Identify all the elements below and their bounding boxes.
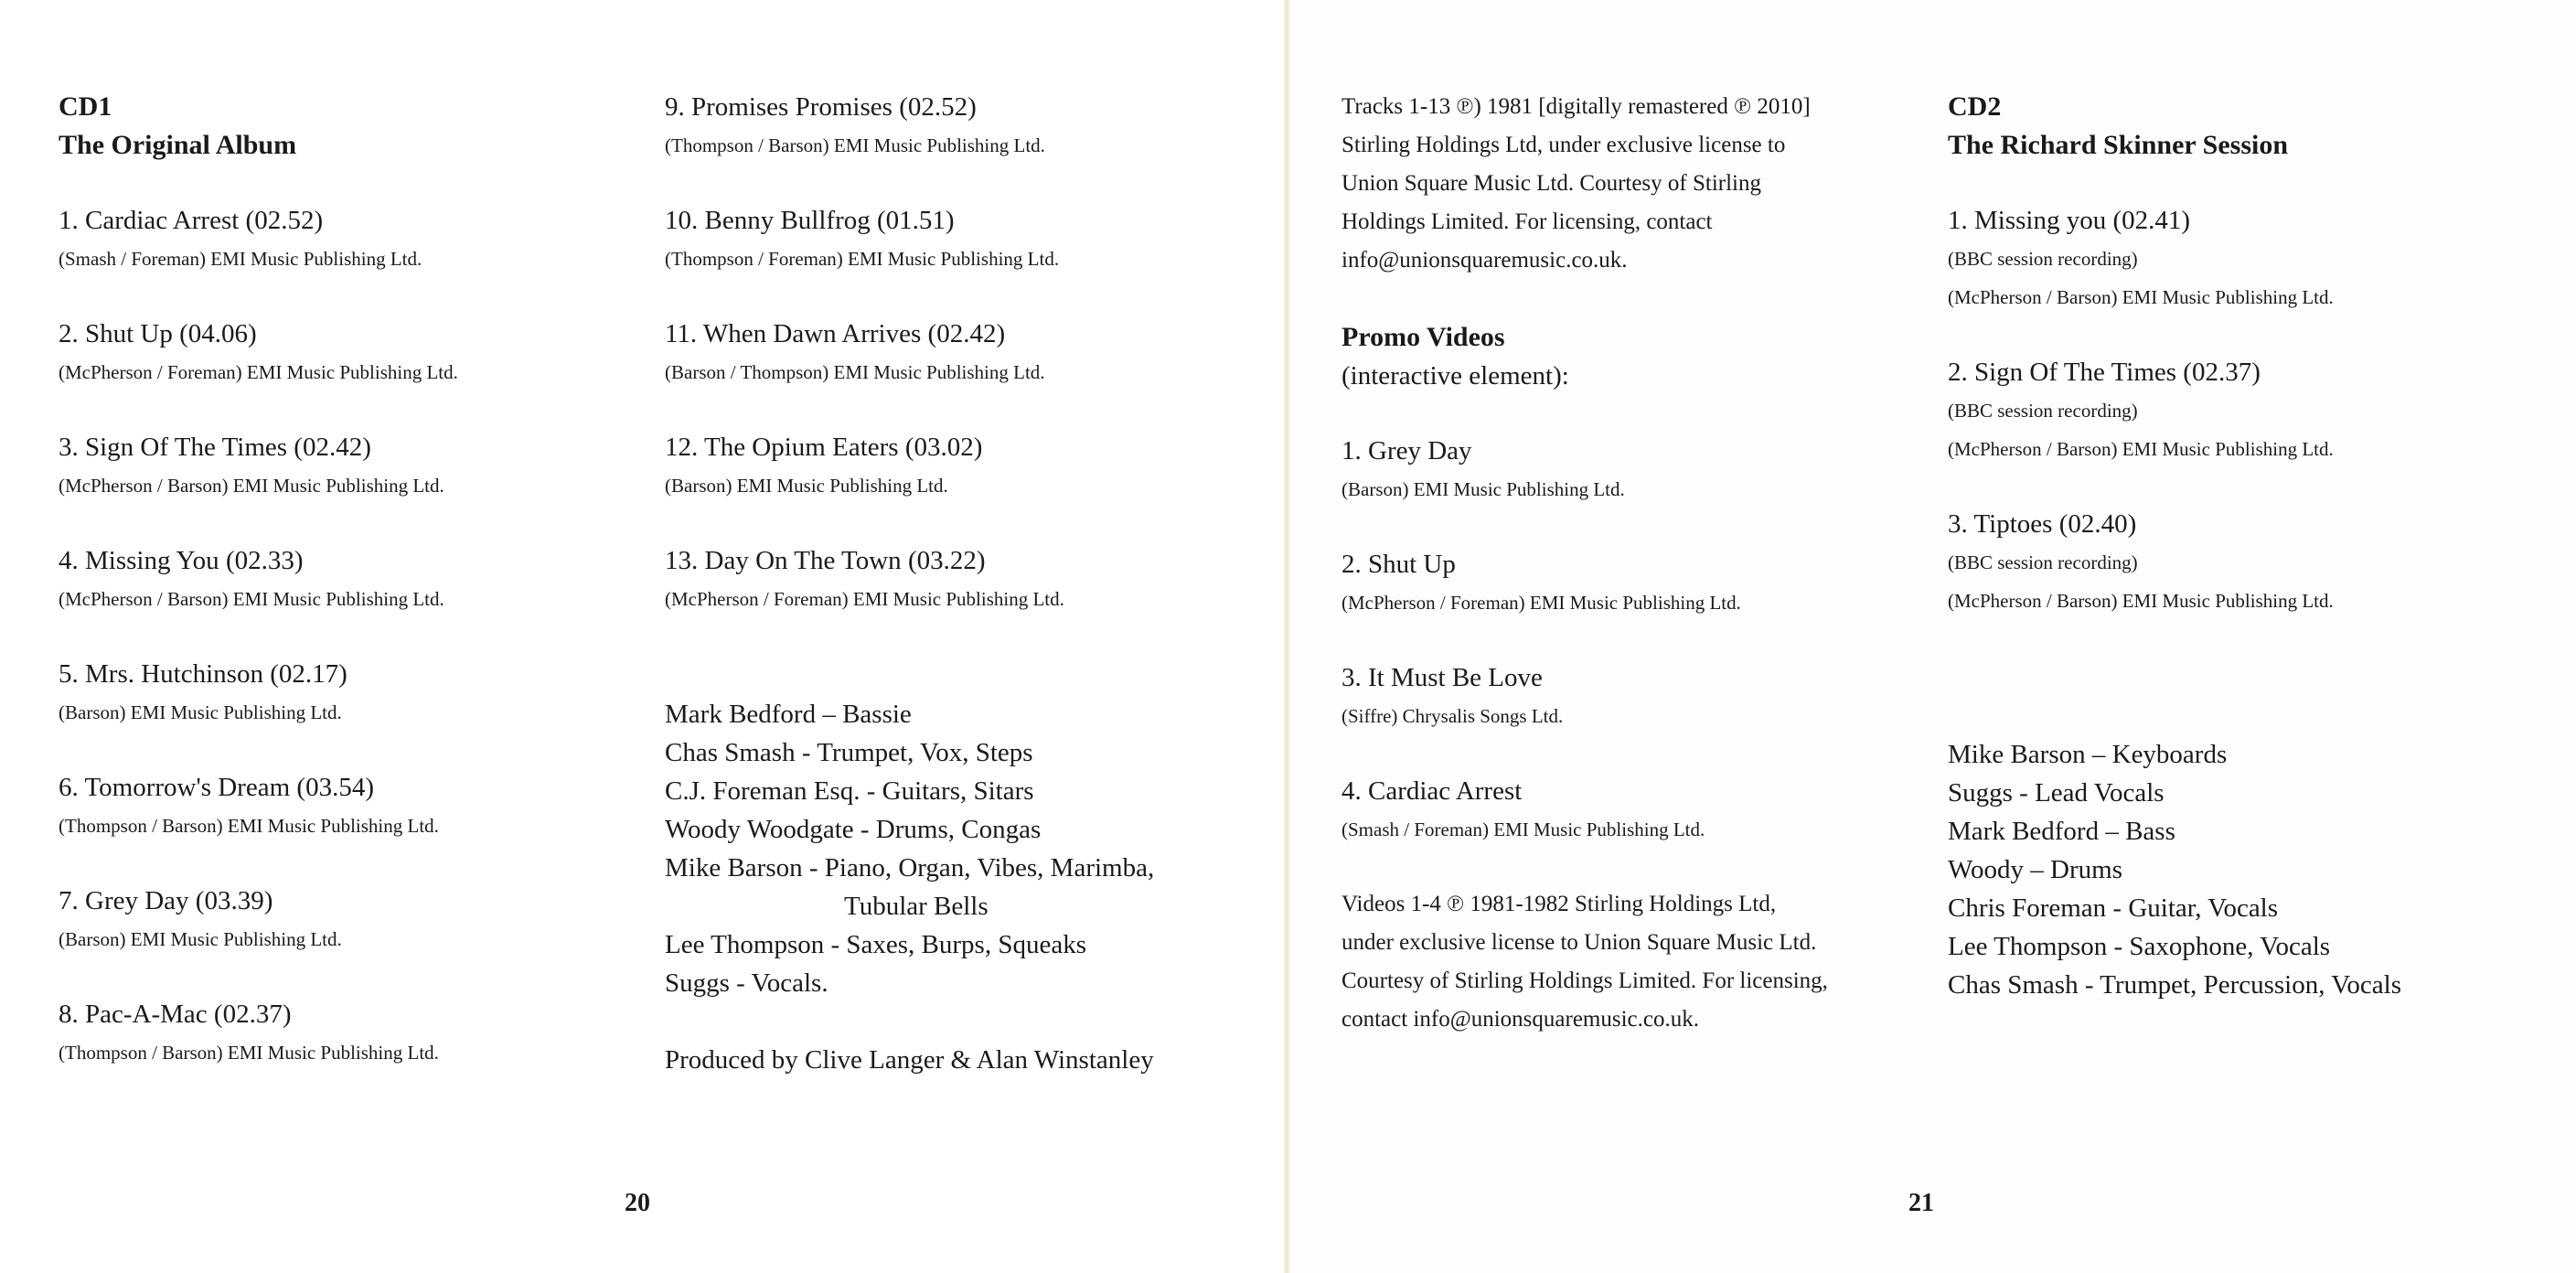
track-item [1948, 201, 2533, 316]
track-credit: (McPherson / Barson) EMI Music Publishing Ltd. [1948, 438, 2334, 460]
page-number: 20 [625, 1189, 650, 1217]
track-credit: (McPherson / Foreman) EMI Music Publishing Ltd. [665, 588, 1064, 610]
track-note: (BBC session recording) [1948, 400, 2138, 422]
lineup-line: Chas Smash - Trumpet, Vox, Steps [665, 738, 1033, 767]
track-item [665, 315, 1268, 391]
track-time: (01.51) [877, 206, 955, 235]
track-title: 2. Sign Of The Times [1948, 358, 2177, 387]
videos-legal-notice [1341, 885, 1927, 1039]
track-title: 11. When Dawn Arrives [665, 319, 922, 348]
track-credit: (Barson) EMI Music Publishing Ltd. [59, 928, 342, 950]
legal-line: contact info@unionsquaremusic.co.uk. [1341, 1007, 1699, 1032]
track-credit: (Smash / Foreman) EMI Music Publishing Ltd. [59, 248, 422, 270]
lineup-line: Mike Barson - Piano, Organ, Vibes, Marimba, [665, 853, 1155, 883]
track-time: (02.40) [2058, 509, 2137, 539]
producer-credit: Produced by Clive Langer & Alan Winstanley [665, 1045, 1154, 1075]
legal-line: Videos 1-4 ℗ 1981-1982 Stirling Holdings Ltd, [1341, 892, 1777, 916]
track-credit: (Thompson / Barson) EMI Music Publishing Ltd. [665, 134, 1045, 156]
video-title: 3. It Must Be Love [1341, 663, 1543, 692]
lineup-line: Suggs - Lead Vocals [1948, 778, 2164, 808]
track-credit: (Thompson / Barson) EMI Music Publishing Ltd. [59, 815, 439, 837]
video-credit: (McPherson / Foreman) EMI Music Publishing Ltd. [1341, 592, 1741, 614]
track-title: 13. Day On The Town [665, 546, 902, 575]
legal-line: Union Square Music Ltd. Courtesy of Stirling [1341, 171, 1761, 196]
legal-line: Stirling Holdings Ltd, under exclusive license to [1341, 133, 1786, 157]
track-item [665, 201, 1268, 278]
video-item [1341, 658, 1927, 735]
track-credit: (Barson) EMI Music Publishing Ltd. [59, 701, 342, 723]
track-time: (02.33) [225, 546, 304, 575]
cd1-band-lineup [665, 695, 1268, 1002]
tracks-legal-notice [1341, 88, 1927, 280]
video-title: 4. Cardiac Arrest [1341, 776, 1523, 806]
track-time: (02.42) [294, 433, 371, 462]
cd2-band-lineup [1948, 735, 2533, 1004]
lineup-line: Mark Bedford – Bassie [665, 700, 912, 729]
track-item [665, 428, 1268, 505]
track-item [59, 882, 607, 958]
track-title: 6. Tomorrow's Dream [59, 773, 291, 802]
lineup-line: Mike Barson – Keyboards [1948, 740, 2228, 769]
lineup-line: Lee Thompson - Saxophone, Vocals [1948, 932, 2331, 961]
video-title: 1. Grey Day [1341, 436, 1472, 465]
legal-line: Holdings Limited. For licensing, contact [1341, 209, 1713, 234]
promo-videos-heading: Promo Videos [1341, 322, 1505, 352]
track-title: 12. The Opium Eaters [665, 433, 899, 462]
track-time: (04.06) [179, 319, 257, 348]
track-item [59, 655, 607, 732]
track-title: 5. Mrs. Hutchinson [59, 659, 263, 689]
video-item [1341, 772, 1927, 849]
track-title: 7. Grey Day [59, 886, 189, 915]
lineup-line: C.J. Foreman Esq. - Guitars, Sitars [665, 776, 1034, 806]
track-item [59, 995, 607, 1072]
track-item [59, 315, 607, 391]
track-time: (03.02) [904, 433, 983, 462]
track-title: 8. Pac-A-Mac [59, 1000, 208, 1029]
track-credit: (McPherson / Foreman) EMI Music Publishing Ltd. [59, 361, 458, 383]
track-title: 2. Shut Up [59, 319, 173, 348]
track-time: (03.54) [296, 773, 374, 802]
track-time: (02.52) [899, 92, 977, 122]
track-time: (02.42) [927, 319, 1006, 348]
track-note: (BBC session recording) [1948, 551, 2138, 573]
legal-and-promo-column [1341, 88, 1927, 1039]
lineup-line: Woody Woodgate - Drums, Congas [665, 815, 1042, 844]
page-number: 21 [1908, 1189, 1934, 1217]
track-time: (02.52) [245, 206, 324, 235]
lineup-line: Chris Foreman - Guitar, Vocals [1948, 893, 2279, 923]
video-title: 2. Shut Up [1341, 550, 1456, 579]
lineup-line: Chas Smash - Trumpet, Percussion, Vocals [1948, 970, 2401, 1000]
track-note: (BBC session recording) [1948, 248, 2138, 270]
cd2-heading: CD2 [1948, 91, 2002, 122]
track-time: (02.17) [270, 659, 347, 689]
cd2-subheading: The Richard Skinner Session [1948, 130, 2289, 160]
track-time: (02.37) [213, 1000, 292, 1029]
track-credit: (Thompson / Barson) EMI Music Publishing Ltd. [59, 1042, 439, 1064]
left-page [0, 0, 1285, 1273]
track-item [59, 768, 607, 845]
lineup-line: Lee Thompson - Saxes, Burps, Squeaks [665, 930, 1086, 959]
cd1-tracklist-column [59, 88, 607, 1072]
track-item [1948, 505, 2533, 620]
legal-line: info@unionsquaremusic.co.uk. [1341, 248, 1628, 273]
track-title: 1. Cardiac Arrest [59, 206, 240, 235]
lineup-line: Mark Bedford – Bass [1948, 817, 2175, 846]
track-item [59, 201, 607, 278]
track-title: 4. Missing You [59, 546, 219, 575]
track-item [1948, 353, 2533, 468]
lineup-line: Tubular Bells [844, 892, 989, 921]
video-credit: (Smash / Foreman) EMI Music Publishing Ltd. [1341, 818, 1705, 840]
track-item [59, 428, 607, 505]
track-title: 10. Benny Bullfrog [665, 206, 871, 235]
video-credit: (Barson) EMI Music Publishing Ltd. [1341, 478, 1625, 500]
track-time: (03.22) [907, 546, 986, 575]
track-credit: (Barson) EMI Music Publishing Ltd. [665, 475, 948, 497]
track-credit: (McPherson / Barson) EMI Music Publishing Ltd. [59, 588, 444, 610]
legal-line: under exclusive license to Union Square Music Ltd. [1341, 930, 1817, 955]
video-item [1341, 545, 1927, 622]
cd1-tracklist-continued-column [665, 88, 1268, 1079]
track-title: 9. Promises Promises [665, 92, 893, 122]
track-credit: (McPherson / Barson) EMI Music Publishing Ltd. [1948, 286, 2334, 308]
cd1-heading: CD1 [59, 91, 112, 122]
cd1-subheading: The Original Album [59, 130, 297, 160]
legal-line: Courtesy of Stirling Holdings Limited. For licensing, [1341, 968, 1828, 993]
legal-line: Tracks 1-13 ℗) 1981 [digitally remastered ℗ 2010] [1341, 94, 1811, 119]
track-time: (02.41) [2112, 206, 2191, 235]
lineup-line: Suggs - Vocals. [665, 968, 828, 998]
track-item [59, 541, 607, 618]
track-credit: (McPherson / Barson) EMI Music Publishing Ltd. [1948, 590, 2334, 612]
track-item [665, 88, 1268, 165]
video-item [1341, 432, 1927, 508]
promo-videos-subheading: (interactive element): [1341, 361, 1569, 390]
track-time: (03.39) [195, 886, 273, 915]
track-credit: (Thompson / Foreman) EMI Music Publishing Ltd. [665, 248, 1060, 270]
track-title: 3. Sign Of The Times [59, 433, 288, 462]
track-credit: (Barson / Thompson) EMI Music Publishing Ltd. [665, 361, 1045, 383]
track-title: 1. Missing you [1948, 206, 2107, 235]
lineup-line: Woody – Drums [1948, 855, 2122, 884]
track-credit: (McPherson / Barson) EMI Music Publishing Ltd. [59, 475, 444, 497]
video-credit: (Siffre) Chrysalis Songs Ltd. [1341, 705, 1564, 727]
track-title: 3. Tiptoes [1948, 509, 2053, 539]
track-item [665, 541, 1268, 618]
track-time: (02.37) [2183, 358, 2261, 387]
cd2-tracklist-column [1948, 88, 2533, 1004]
